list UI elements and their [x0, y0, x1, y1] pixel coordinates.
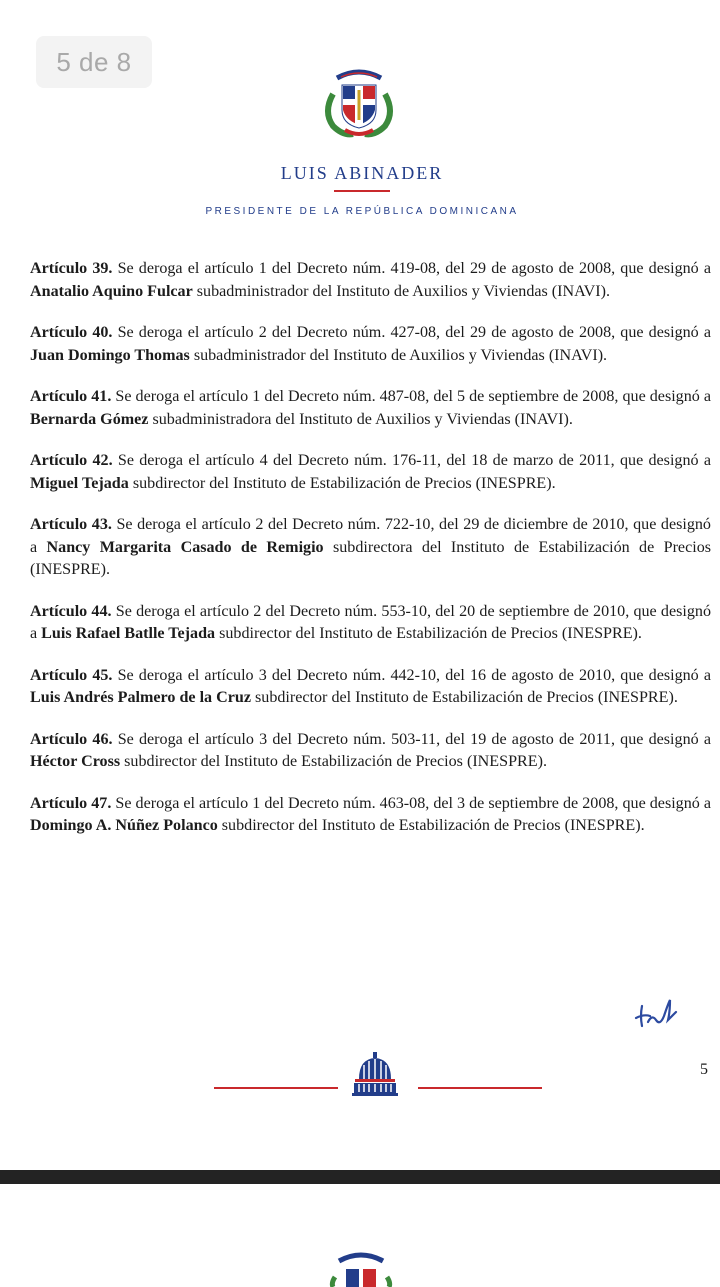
article-label: Artículo 42. [30, 452, 113, 469]
article [30, 322, 711, 367]
article-text: subdirector del Instituto de Estabilización de Precios (INESPRE). [217, 817, 645, 834]
page-number: 5 [700, 1061, 708, 1078]
article-label: Artículo 40. [30, 324, 113, 341]
coat-of-arms-icon [319, 64, 399, 140]
article-text: Se deroga el artículo 3 del Decreto núm. 442-10, del 16 de agosto de 2010, que designó a [112, 666, 711, 684]
article-person: Luis Rafael Batlle Tejada [41, 625, 216, 642]
article-text: subdirectora del Instituto de Estabilización de Precios (INESPRE). [30, 538, 711, 578]
footer-rule-right [418, 1087, 542, 1089]
article-person: Juan Domingo Thomas [30, 346, 190, 364]
article-text: subadministrador del Instituto de Auxilios y Viviendas (INAVI). [192, 282, 611, 300]
article [30, 665, 711, 710]
coat-of-arms-icon [325, 1247, 397, 1287]
article [30, 793, 711, 838]
article-text: Se deroga el artículo 2 del Decreto núm. 427-08, del 29 de agosto de 2008, que designó a [112, 324, 711, 341]
article-label: Artículo 46. [30, 730, 113, 748]
article-text: Se deroga el artículo 2 del Decreto núm. 722-10, del 29 de diciembre de 2010, que designó a [30, 516, 711, 556]
handwritten-initials-icon [630, 992, 680, 1032]
article [30, 514, 711, 582]
article [30, 386, 711, 431]
article-text: subdirector del Instituto de Estabilización de Precios (INESPRE). [120, 753, 547, 770]
article-text: Se deroga el artículo 2 del Decreto núm. 553-10, del 20 de septiembre de 2010, que designó a [30, 602, 711, 642]
article-text: Se deroga el artículo 1 del Decreto núm. 487-08, del 5 de septiembre de 2008, que designó a [111, 388, 711, 405]
article-label: Artículo 47. [30, 794, 112, 812]
national-palace-dome-icon [350, 1051, 400, 1097]
page-counter: 5 de 8 [36, 36, 152, 88]
article-person: Nancy Margarita Casado de Remigio [46, 538, 324, 556]
footer-rule-left [214, 1087, 338, 1089]
article-label: Artículo 39. [30, 260, 113, 277]
article-text: Se deroga el artículo 1 del Decreto núm. 463-08, del 3 de septiembre de 2008, que designó a [111, 794, 711, 812]
article-person: Miguel Tejada [30, 474, 129, 492]
name-underline [334, 190, 390, 192]
article-text: Se deroga el artículo 3 del Decreto núm. 503-11, del 19 de agosto de 2011, que designó a [112, 730, 711, 748]
article-label: Artículo 43. [30, 516, 112, 533]
article-label: Artículo 45. [30, 666, 113, 684]
president-name: LUIS ABINADER [280, 163, 444, 183]
page-separator [0, 1170, 720, 1184]
article-label: Artículo 44. [30, 602, 112, 620]
article-label: Artículo 41. [30, 388, 112, 405]
article-text: subdirector del Instituto de Estabilización de Precios (INESPRE). [128, 474, 556, 492]
article-text: Se deroga el artículo 4 del Decreto núm. 176-11, del 18 de marzo de 2011, que designó a [112, 452, 711, 469]
article [30, 258, 711, 303]
article-text: subdirector del Instituto de Estabilización de Precios (INESPRE). [251, 689, 678, 706]
article [30, 601, 711, 646]
article-person: Bernarda Gómez [30, 410, 149, 428]
article-person: Domingo A. Núñez Polanco [30, 817, 218, 834]
article-person: Luis Andrés Palmero de la Cruz [30, 689, 251, 706]
document-body [30, 258, 711, 857]
article [30, 729, 711, 774]
article-person: Héctor Cross [30, 753, 121, 770]
president-title: PRESIDENTE DE LA REPÚBLICA DOMINICANA [205, 206, 519, 217]
article-text: subadministradora del Instituto de Auxilios y Viviendas (INAVI). [148, 410, 573, 428]
article-text: subadministrador del Instituto de Auxilios y Viviendas (INAVI). [189, 346, 608, 364]
article [30, 450, 711, 495]
article-person: Anatalio Aquino Fulcar [30, 282, 193, 300]
article-text: subdirector del Instituto de Estabilización de Precios (INESPRE). [215, 625, 642, 642]
article-text: Se deroga el artículo 1 del Decreto núm. 419-08, del 29 de agosto de 2008, que designó a [112, 260, 711, 277]
